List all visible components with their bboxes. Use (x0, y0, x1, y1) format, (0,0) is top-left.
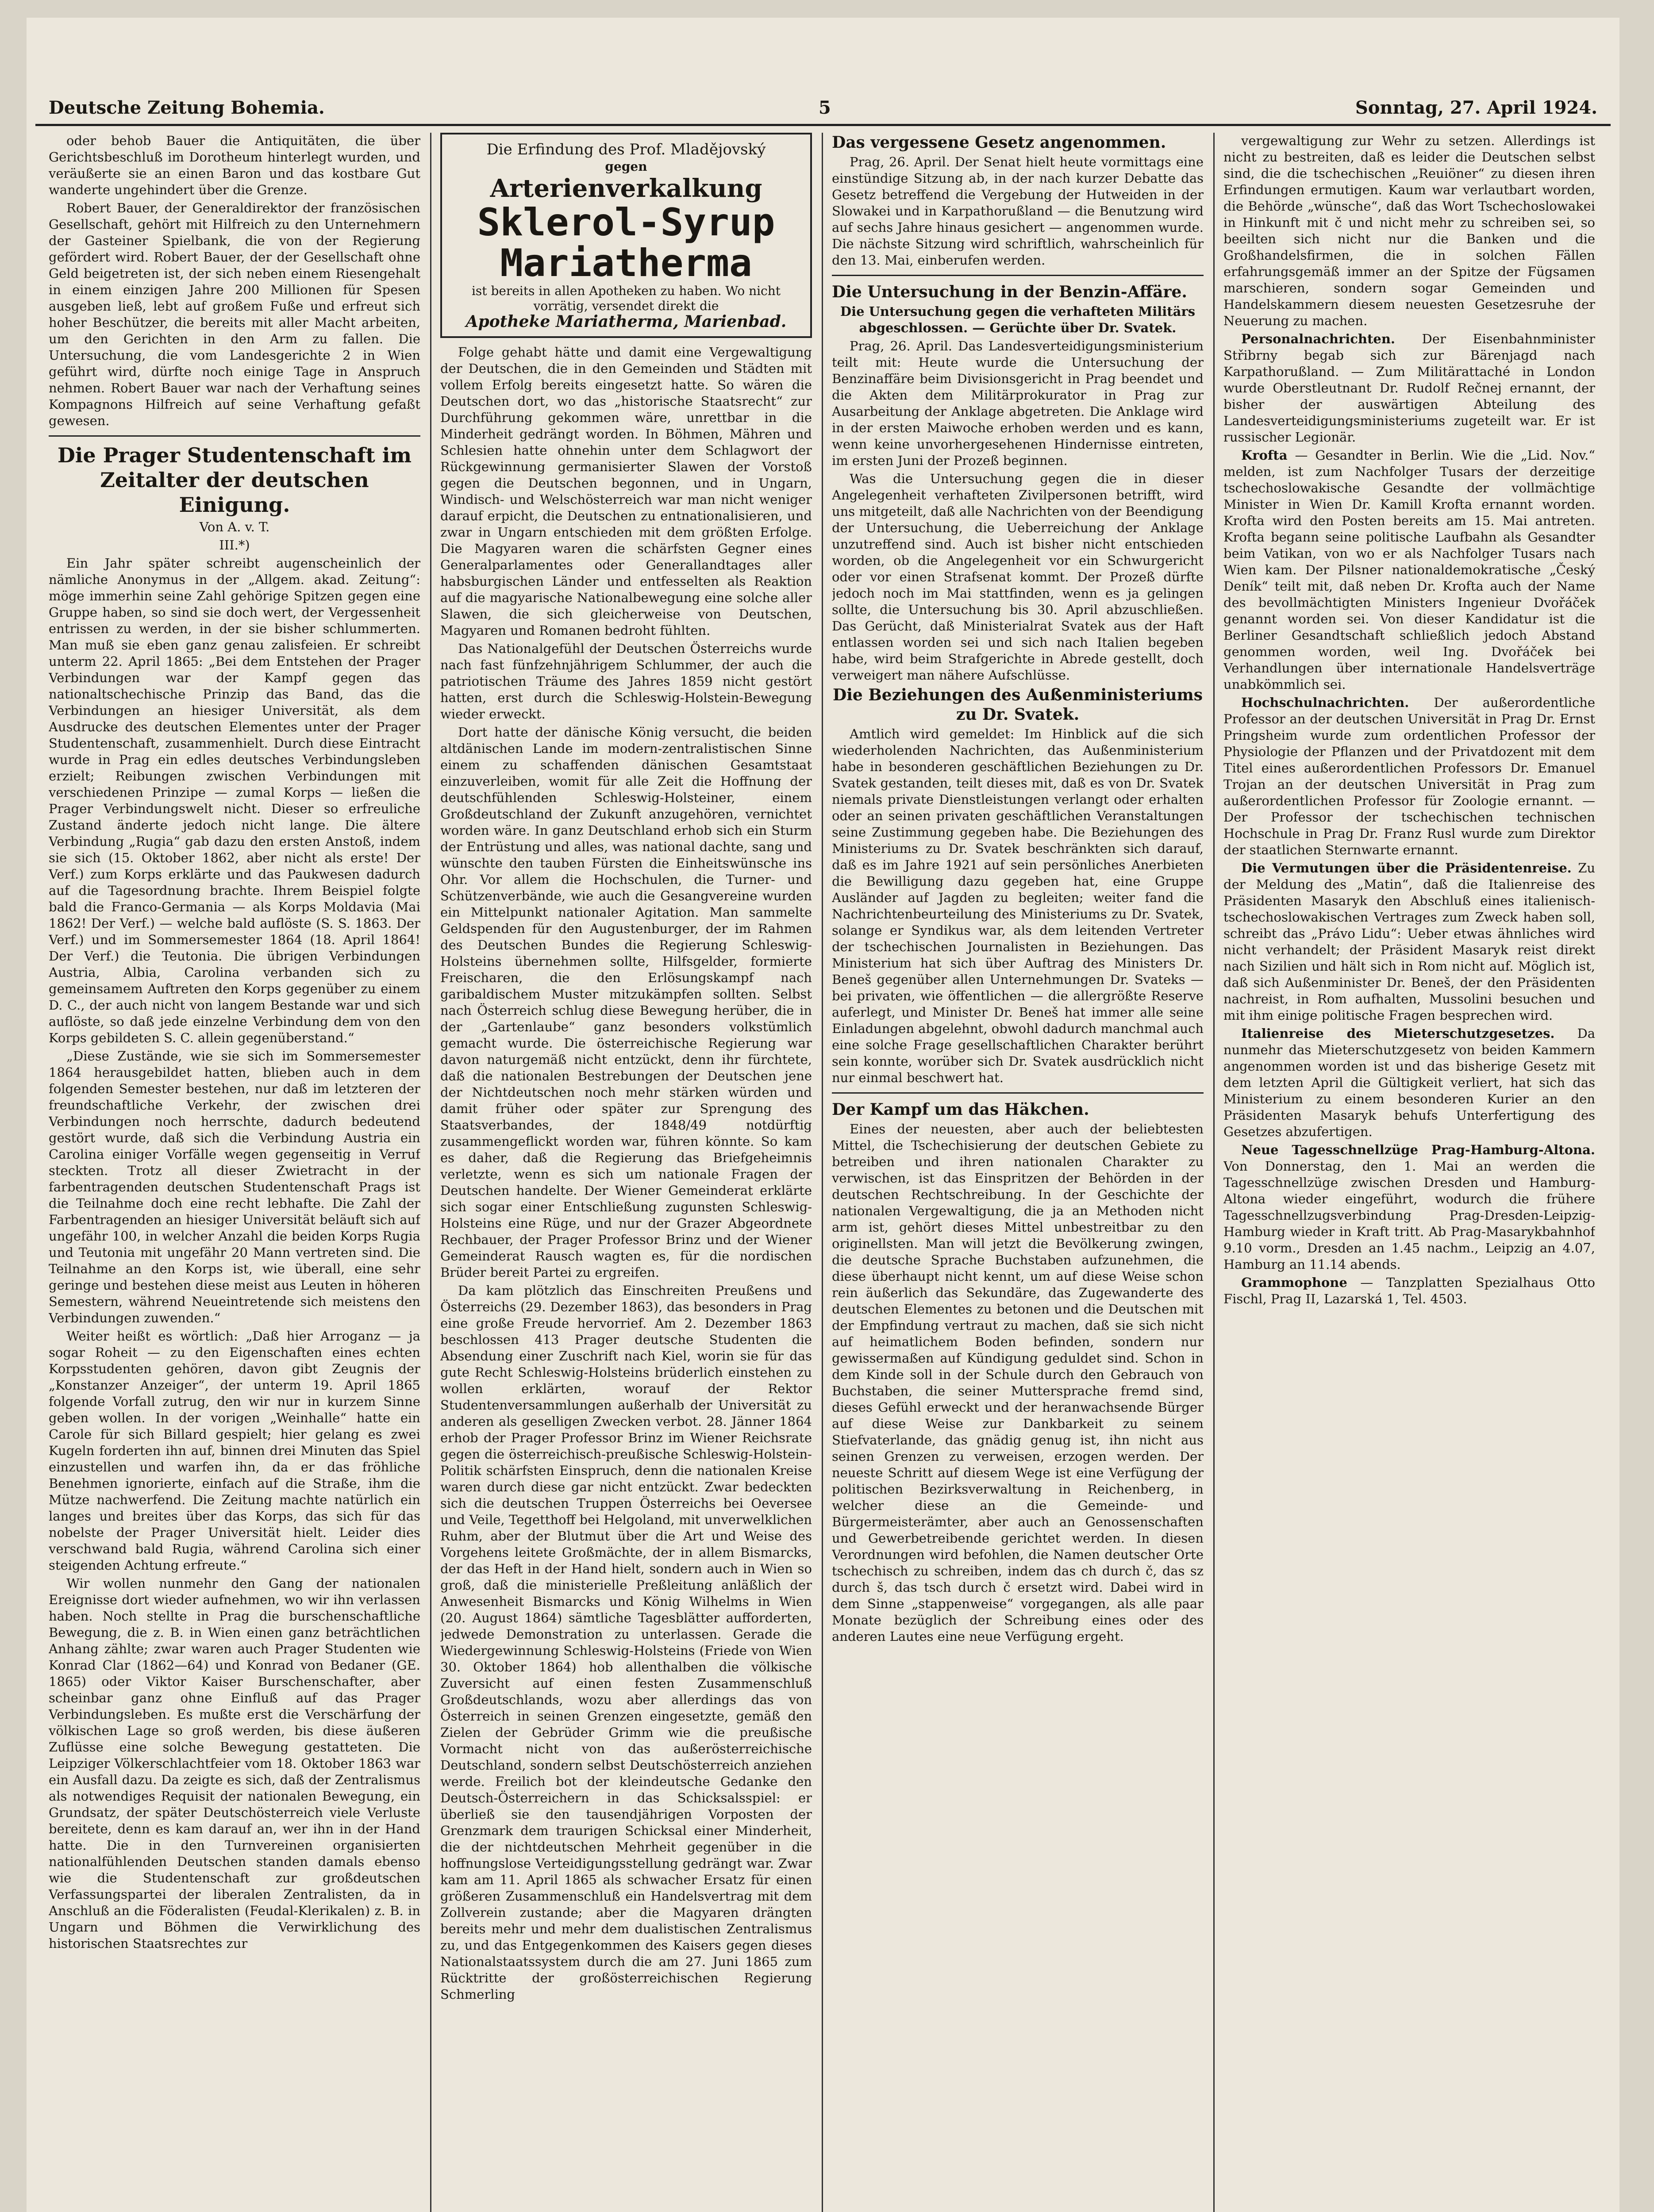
column-rule (822, 133, 823, 2212)
news-item-text: Zu der Meldung des „Matin“, daß die Italienreise des Präsidenten Masaryk den Abschluß eines italienisch-tschechoslowakischen Vertrages zum Zweck haben soll, schreibt das „Právo Lidu“: Ueber etwas ähnliches wird nicht verhandelt; der Präsident Masaryk reist direkt nach Sizilien und hält sich in Rom nicht auf. Möglich ist, daß sich Außenminister Dr. Beneš, der den Präsidenten nachreist, in Rom aufhalten, Mussolini besuchen und mit ihm einige politische Fragen besprechen wird. (1223, 860, 1595, 1023)
news-item-text: Von Donnerstag, den 1. Mai an werden die Tagesschnellzüge zwischen Dresden und Hamburg-Altona wieder eingeführt, wodurch die frühere Tagesschnellzugsverbindung Prag-Dresden-Leipzig-Hamburg wieder in Kraft tritt. Ab Prag-Masarykbahnhof 9.10 vorm., Dresden an 1.45 nachm., Leipzig an 4.07, Hamburg an 11.14 abends. (1223, 1159, 1595, 1272)
intro-paragraph: Robert Bauer, der Generaldirektor der französischen Gesellschaft, gehört mit Hilfreich zu den Unternehmern der Gasteiner Spielbank, die von der Regierung gefördert wird. Robert Bauer, der der Gesellschaft ohne Geld beigetreten ist, der sich neben einem Riesengehalt in einem einzigen Jahre 200 Millionen für Spesen ausgeben ließ, lebt auf großem Fuße und erfreut sich hoher Beschützer, die bereits mit aller Macht arbeiten, um den Gerichten in den Arm zu fallen. Die Untersuchung, die vom Landesgerichte 2 in Wien geführt wird, dürfte noch einige Tage in Anspruch nehmen. Robert Bauer war nach der Verhaftung seines Kompagnons Hilfreich auf seine Verhaftung gefaßt gewesen. (49, 200, 420, 428)
news-item-title: Grammophone (1241, 1275, 1347, 1290)
news-item (1223, 447, 1595, 693)
article-byline: Von A. v. T. (199, 519, 270, 534)
article-headline: Die Beziehungen des Außenministeriums zu Dr. Svatek. (833, 686, 1203, 724)
news-item-title: Neue Tagesschnellzüge Prag-Hamburg-Altona. (1241, 1142, 1595, 1157)
news-item-text: Der außerordentliche Professor an der deutschen Universität in Prag Dr. Ernst Pringsheim wurde zum ordentlichen Professor der Physiologie der Pflanzen und der Privatdozent mit dem Titel eines außerordentlichen Professors Dr. Emanuel Trojan an der deutschen Universität in Prag zum außerordentlichen Professor für Zoologie ernannt. — Der Professor der tschechischen technischen Hochschule in Prag Dr. Franz Rusl wurde zum Direktor der staatlichen Sternwarte ernannt. (1223, 695, 1595, 857)
divider (832, 275, 1204, 276)
article-paragraph: Was die Untersuchung gegen die in dieser Angelegenheit verhafteten Zivilpersonen betrifft, wird uns mitgeteilt, daß alle Nachrichten von der Beendigung der Untersuchung, die Ueberreichung der Anklage unzutreffend sind. Auch ist bisher nicht entschieden worden, ob die Angelegenheit vor ein Schwurgericht oder vor einen Strafsenat kommt. Der Prozeß dürfte jedoch noch im Mai stattfinden, wenn es ja gelingen sollte, die Untersuchung bis 30. April abzuschließen. Das Gerücht, daß Ministerialrat Svatek aus der Haft entlassen worden sei und sich nach Italien begeben habe, wird beim Strafgerichte in Abrede gestellt, doch verweigert man nähere Aufschlüsse. (832, 471, 1204, 683)
page-number: 5 (819, 97, 831, 118)
column-2 (440, 133, 812, 2212)
divider (832, 1092, 1204, 1094)
newspaper-name: Deutsche Zeitung Bohemia. (49, 97, 325, 118)
article-paragraph: Folge gehabt hätte und damit eine Vergewaltigung der Deutschen, die in den Gemeinden und Städten mit vollem Erfolg bereits eingesetzt hatte. So wären die Deutschen dort, wo das „historische Staatsrecht“ zur Durchführung gekommen wäre, unrettbar in die Minderheit gedrängt worden. In Böhmen, Mähren und Schlesien hatte ohnehin unter dem Schlagwort der Rückgewinnung germanisierter Slawen der Vorstoß gegen die Deutschen begonnen, und in Ungarn, Windisch- und Welschösterreich war man nicht weniger darauf erpicht, die Deutschen zu entnationalisieren, und zwar in Ungarn entschieden mit dem größten Erfolge. Die Magyaren waren die schärfsten Gegner eines Generalparlamentes oder Generallandtages aller habsburgischen Länder und entfesselten als Reaktion auf die magyarische Nationalbewegung eine solche aller Slawen, die sich gleicherweise von Deutschen, Magyaren und Romanen bedroht fühlten. (440, 345, 812, 638)
news-item-title: Italienreise des Mieterschutzgesetzes. (1241, 1026, 1555, 1041)
news-item (1223, 331, 1595, 445)
article-headline: Die Prager Studentenschaft im Zeitalter der deutschen Einigung. (57, 443, 412, 517)
news-item-text: — Gesandter in Berlin. Wie die „Lid. Nov.“ melden, ist zum Nachfolger Tusars der derzeitige tschechoslowakische Gesandte der vollmächtige Minister in Wien Dr. Kamill Krofta ernannt worden. Krofta wird den Posten bereits am 15. Mai antreten. Krofta begann seine politische Laufbahn als Gesandter beim Vatikan, von wo er als Nachfolger Tusars nach Wien kam. Der Pilsner nationaldemokratische „Český Deník“ teilt mit, daß neben Dr. Krofta auch der Name des bevollmächtigten Ministers Ingenieur Dvořáček genannt worden sei. Von dieser Kandidatur ist die Berliner Gesandtschaft schließlich jedoch Abstand genommen worden, weil Ing. Dvořáček bei Verhandlungen über internationale Handelsverträge unabkömmlich sei. (1223, 448, 1595, 692)
news-item-text: Da nunmehr das Mieterschutzgesetz von beiden Kammern angenommen worden ist und das bisherige Gesetz mit dem letzten April die Gültigkeit verliert, hat sich das Ministerium zu einem besonderen Kurier an den Präsidenten Masaryk behufs Unterfertigung des Gesetzes abzufertigen. (1223, 1026, 1595, 1139)
article-paragraph: Dort hatte der dänische König versucht, die beiden altdänischen Lande im modern-zentralistischen Sinne einem zu schaffenden dänischen Gesamtstaat einzuverleiben, womit für alle Zeit die Hoffnung der deutschfühlenden Schleswig-Holsteiner, einem Großdeutschland der Zukunft anzugehören, vernichtet worden wäre. In ganz Deutschland erhob sich ein Sturm der Entrüstung und alles, was national dachte, sang und wünschte den tauben Fürsten die Einheitswünsche ins Ohr. Vor allem die Hochschulen, die Turner- und Schützenverbände, wie auch die Gesangvereine wurden ein Mittelpunkt nationaler Agitation. Man sammelte Geldspenden für den Augustenburger, der im Rahmen des Deutschen Bundes die Regierung Schleswig-Holsteins übernehmen sollte, Hilfsgelder, formierte Freischaren, die den Erlösungskampf nach garibaldischem Muster mitzukämpfen sollten. Selbst nach Österreich schlug diese Bewegung herüber, die in der „Gartenlaube“ ganz besonders volkstümlich gemacht wurde. Die österreichische Regierung war davon naturgemäß nicht entzückt, denn ihr fürchtete, daß die nationalen Bestrebungen der Deutschen jene der Nichtdeutschen noch mehr stärken würden und damit früher oder später zur Sprengung des Staatsverbandes, der 1848/49 notdürftig zusammengeflickt worden war, führen könnte. So kam es daher, daß die Regierung das Briefgeheimnis verletzte, wenn es sich um nationale Fragen der Deutschen handelte. Der Wiener Gemeinderat erklärte sich sogar einer Entschließung zugunsten Schleswig-Holsteins eine Rüge, und nur der Grazer Abgeordnete Rechbauer, der Prager Professor Brinz und der Wiener Gemeinderat Rausch wagten es, für die nordischen Brüder bereit Partei zu ergreifen. (440, 725, 812, 1280)
article-paragraph: Prag, 26. April. Der Senat hielt heute vormittags eine einstündige Sitzung ab, in der nach kurzer Debatte das Gesetz betreffend die Vergebung der Hutweiden in der Slowakei und in Karpathorußland — die Benutzung wird auf sechs Jahre hinaus gesichert — angenommen wurde. Die nächste Sitzung wird schriftlich, wahrscheinlich für den 13. Mai, einberufen werden. (832, 154, 1204, 268)
article-paragraph: Weiter heißt es wörtlich: „Daß hier Arroganz — ja sogar Roheit — zu den Eigenschaften eines echten Korpsstudenten gehören, davon gibt Zeugnis der „Konstanzer Anzeiger“, der unterm 19. April 1865 folgende Vorfall zutrug, den wir nur in kurzem Sinne geben wollen. In der vorigen „Weinhalle“ hatte ein Carole für sich Billard gespielt; hier gelang es zwei Kugeln forderten ihn auf, binnen drei Minuten das Spiel einzustellen und warfen ihn, da er das fröhliche Benehmen ignorierte, einfach auf die Straße, ihm die Mütze nachwerfend. Die Zeitung machte natürlich ein langes und breites über das Korps, das sich für das nobelste der Prager Universität hielt. Leider dies verschwand bald Rugia, während Carolina sich einer steigenden Achtung erfreute.“ (49, 1329, 420, 1573)
ad-line: ist bereits in allen Apotheken zu haben. Wo nicht vorrätig, versendet direkt die (471, 284, 781, 313)
news-item (1223, 1025, 1595, 1140)
article-paragraph: „Diese Zustände, wie sie sich im Sommersemester 1864 herausgebildet hatten, blieben auch in dem folgenden Semester bestehen, nur daß im letzteren der freundschaftliche Verkehr, der zwischen drei Verbindungen noch herrschte, dadurch bedeutend gestört wurde, daß sich die Verbindung Austria ein Carolina einiger Vorfälle wegen gegenseitig in Verruf steckten. Trotz all dieser Zwietracht in der farbentragenden deutschen Studentenschaft Prags ist die Teilnahme doch eine recht lebhafte. Die Zahl der Farbentragenden an hiesiger Universität beläuft sich auf ungefähr 100, in welcher Anzahl die beiden Korps Rugia und Teutonia mit ungefähr 20 Mann vertreten sind. Die Teilnahme an den Korps ist, wie überall, eine sehr geringe und bestehen diese meist aus Leuten in höheren Semestern, während Neueintretende sich meistens den Verbindungen zuwenden.“ (49, 1048, 420, 1325)
news-item-title: Personalnachrichten. (1241, 331, 1395, 346)
article-headline: Das vergessene Gesetz angenommen. (832, 133, 1166, 152)
ad-line: Arterienverkalkung (490, 174, 762, 203)
news-item (1223, 1142, 1595, 1273)
ad-line: Die Erfindung des Prof. Mladějovský (486, 141, 766, 158)
article-paragraph: vergewaltigung zur Wehr zu setzen. Allerdings ist nicht zu bestreiten, daß es leider die Deutschen selbst sind, die die tschechischen „Reuiöner“ zu diesen ihren Erfindungen ermutigen. Kaum war verlautbart worden, die Behörde „wünsche“, daß das Wort Tschechoslowakei in Hinkunft mit č und nicht mehr zu schreiben sei, so beeilten sich nicht nur die Banken und die Großhandelsfirmen, die in solchen Fällen erfahrungsgemäß immer an der Spitze der Fügsamen marschieren, sondern sogar Gemeinden und Handelskammern diesem neuesten Gesetzesruhe der Neuerung zu machen. (1223, 133, 1595, 328)
column-4 (1223, 133, 1595, 2212)
page-header (35, 97, 1611, 126)
advertisement (440, 133, 812, 338)
ad-product-name: Sklerol-Syrup (477, 200, 775, 245)
issue-date: Sonntag, 27. April 1924. (1355, 97, 1597, 118)
news-item-text: — Tanzplatten Spezialhaus Otto Fischl, Prag II, Lazarská 1, Tel. 4503. (1223, 1275, 1595, 1306)
ad-line: Apotheke Mariatherma, Marienbad. (465, 312, 787, 331)
article-headline: Der Kampf um das Häkchen. (832, 1100, 1089, 1119)
news-item (1223, 860, 1595, 1024)
article-paragraph: Amtlich wird gemeldet: Im Hinblick auf die sich wiederholenden Nachrichten, das Außenministerium habe in besonderen geschäftlichen Beziehungen zu Dr. Svatek gestanden, teilt dieses mit, daß es von Dr. Svatek niemals private Dienstleistungen verlangt oder erhalten oder an seinen privaten geschäftlichen Veranstaltungen seine Zustimmung gegeben habe. Die Beziehungen des Ministeriums zu Dr. Svatek beschränkten sich darauf, daß es im Jahre 1921 auf sein persönliches Anerbieten die Bewilligung dazu gegeben hat, eine Gruppe Ausländer auf Jagden zu begleiten; weiter fand die Nachrichtenbeurteilung des Ministeriums zu Dr. Svatek, solange er Syndikus war, als dem leitenden Vertreter der tschechischen Journalisten in Beziehungen. Das Ministerium hat sich über Auftrag des Ministers Dr. Beneš gegenüber allen Unternehmungen Dr. Svateks — bei privaten, wie öffentlichen — die allergrößte Reserve auferlegt, und Minister Dr. Beneš hat immer alle seine Einladungen abgelehnt, obwohl dadurch manchmal auch eine solche Frage gesellschaftlichen Charakter berührt sein konnte, worüber sich Dr. Svatek ausdrücklich nicht nur einmal beschwert hat. (832, 726, 1204, 1085)
column-1 (49, 133, 420, 2212)
news-item-title: Krofta (1241, 448, 1288, 463)
column-rule (1213, 133, 1215, 2212)
ad-line: gegen (605, 159, 647, 174)
article-paragraph: Da kam plötzlich das Einschreiten Preußens und Österreichs (29. Dezember 1863), das besonders in Prag eine große Freude hervorrief. Am 2. Dezember 1863 beschlossen 413 Prager deutsche Studenten die Absendung einer Zuschrift nach Kiel, worin sie für das gute Recht Schleswig-Holsteins brüderlich einstehen zu wollen erklärten, worauf der Rektor Studentenversammlungen außerhalb der Universität zu anderen als geselligen Zwecken verbot. 28. Jänner 1864 erhob der Prager Professor Brinz im Wiener Reichsrate gegen die österreichisch-preußische Schleswig-Holstein-Politik schärfsten Einspruch, denn die nationalen Kreise waren durch diese gar nicht entzückt. Zwar bedeckten sich die deutschen Truppen Österreichs bei Oeversee und Veile, Tegetthoff bei Helgoland, mit unverwelklichen Ruhm, aber der Blutmut über die Art und Weise des Vorgehens leitete Großmächte, der in allem Bismarcks, der das Heft in der Hand hielt, sondern auch in Wien so groß, daß die ministerielle Preßleitung anläßlich der Anwesenheit Bismarcks und König Wilhelms in Wien (20. August 1864) sämtliche Tagesblätter aufforderten, jedwede Demonstration zu unterlassen. Gerade die Wiedergewinnung Schleswig-Holsteins (Friede von Wien 30. Oktober 1864) hob allenthalben die völkische Zuversicht auf einen festen Zusammenschluß Großdeutschlands, wozu aber allerdings das von Österreich in seinen Grenzen eingesetzte, gemäß den Zielen der Gebrüder Grimm wie die preußische Vormacht nicht von das außerösterreichische Deutschland, sondern selbst Deutschösterreich anziehen werde. Freilich bot der kleindeutsche Gedanke den Deutsch-Österreichern in das Schicksalsspiel: er überließ sie den tausendjährigen Vorposten der Grenzmark dem traurigen Schicksal einer Minderheit, die der nichtdeutschen Mehrheit gegenüber in die hoffnungslose Verteidigungsstellung gedrängt war. Zwar kam am 11. April 1865 als schwacher Ersatz für einen größeren Zusammenschluß ein Handelsvertrag mit dem Zollverein zustande; aber die Magyaren drängten bereits mehr und mehr dem dualistischen Zentralismus zu, und das Entgegenkommen des Kaisers gegen dieses Nationalstaatssystem durch die am 27. Juni 1865 zum Rücktritte der großösterreichischen Regierung Schmerling (440, 1283, 812, 2002)
article-paragraph: Prag, 26. April. Das Landesverteidigungsministerium teilt mit: Heute wurde die Untersuchung der Benzinaffäre beim Divisionsgericht in Prag beendet und die Akten dem Militärprokurator in Prag zur Ausarbeitung der Anklage abgetreten. Die Anklage wird in der ersten Maiwoche erhoben werden und es kann, wenn keine unvorhergesehenen Hindernisse eintreten, im ersten Juni der Prozeß beginnen. (832, 338, 1204, 468)
news-item (1223, 695, 1595, 858)
article-headline: Die Untersuchung in der Benzin-Affäre. (832, 283, 1187, 301)
intro-paragraph: oder behob Bauer die Antiquitäten, die über Gerichtsbeschluß im Dorotheum hinterlegt wurden, und veräußerte sie an einen Baron und das kostbare Gut wanderte ungehindert über die Grenze. (49, 133, 420, 197)
news-item-title: Die Vermutungen über die Präsidentenreise. (1241, 860, 1572, 876)
article-paragraph: Das Nationalgefühl der Deutschen Österreichs wurde nach fast fünfzehnjährigem Schlummer, der auch die patriotischen Träume des Jahres 1859 nicht gestört hatten, erst durch die Schleswig-Holstein-Bewegung wieder erweckt. (440, 641, 812, 722)
ad-product-name: Mariatherma (500, 241, 752, 285)
news-item (1223, 1275, 1595, 1307)
news-item-title: Hochschulnachrichten. (1241, 695, 1409, 710)
column-3 (832, 133, 1204, 2212)
article-paragraph: Wir wollen nunmehr den Gang der nationalen Ereignisse dort wieder aufnehmen, wo wir ihn verlassen haben. Noch stellte in Prag die burschenschaftliche Bewegung, die z. B. in Wien einen ganz beträchtlichen Anhang zählte; zwar waren auch Prager Studenten wie Konrad Clar (1862—64) und Konrad von Bedaner (GE. 1865) oder Viktor Kaiser Burschenschafter, aber scheinbar ganz ohne Einfluß auf das Prager Verbindungsleben. Es mußte erst die Verschärfung der völkischen Lage so groß werden, bis diese äußeren Zuflüsse eine solche Bewegung gestatteten. Die Leipziger Völkerschlachtfeier vom 18. Oktober 1863 war ein Ausfall dazu. Da zeigte es sich, daß der Zentralismus als notwendiges Requisit der nationalen Bewegung, ein Grundsatz, der später Deutschösterreich viele Verluste bereitete, denn es kam darauf an, wer ihn in der Hand hatte. Die in den Turnvereinen organisierten nationalfühlenden Deutschen standen damals ebenso wie die Studentenschaft zur großdeutschen Verfassungspartei der liberalen Zentralisten, da in Anschluß an die Föderalisten (Feudal-Klerikalen) z. B. in Ungarn und Böhmen die Verwirklichung des historischen Staatsrechtes zur (49, 1576, 420, 1951)
article-part: III.*) (219, 538, 250, 553)
article-subheadline: Die Untersuchung gegen die verhafteten Militärs abgeschlossen. — Gerüchte über Dr. Svatek. (840, 304, 1196, 335)
article-paragraph: Eines der neuesten, aber auch der beliebtesten Mittel, die Tschechisierung der deutschen Gebiete zu betreiben und ihren nationalen Charakter zu verwischen, ist das Einspritzen der Behörden in der deutschen Rechtschreibung. In der Geschichte der nationalen Vergewaltigung, die ja an Methoden nicht arm ist, gehört dieses Mittel unbestreitbar zu den originellsten. Man will jetzt die Bevölkerung zwingen, die deutsche Sprache Buchstaben aufzunehmen, die diese überhaupt nicht kennt, um auf diese Weise schon rein äußerlich das Sekundäre, das Zugewanderte des deutschen Elementes zu betonen und die Deutschen mit der Empfindung vertraut zu machen, daß sie sich nicht auf heimatlichem Boden befinden, sondern nur gewissermaßen auf Kündigung geduldet sind. Schon in dem Kinde soll in der Schule durch den Gebrauch von Buchstaben, die seiner Muttersprache fremd sind, dieses Gefühl erweckt und der heranwachsende Bürger auf diese Weise zur Dankbarkeit zu seinem Stiefvaterlande, das gnädig genug ist, ihn nicht aus seinen Grenzen zu verweisen, erzogen werden. Der neueste Schritt auf diesem Wege ist eine Verfügung der politischen Bezirksverwaltung in Reichenberg, in welcher diese an die Gemeinde- und Bürgermeisterämter, aber auch an Genossenschaften und Gewerbetreibende gerichtet werden. In diesen Verordnungen wird befohlen, die Namen deutscher Orte tschechisch zu schreiben, indem das ch durch č, das sz durch š, das tsch durch č ersetzt wird. Dabei wird in dem Sinne „stappenweise“ vorgegangen, als alle paar Monate bezüglich der Schreibung eines oder des anderen Lautes eine neue Verfügung ergeht. (832, 1121, 1204, 1644)
divider (49, 435, 420, 437)
article-paragraph: Ein Jahr später schreibt augenscheinlich der nämliche Anonymus in der „Allgem. akad. Zeitung“: möge immerhin seine Zahl gehörige Spitzen gegen eine Gruppe haben, so sind sie doch wert, der Vergessenheit entrissen zu werden, in der sie bisher schlummerten. Man muß sie eben ganz genau zalisfeien. Er schreibt unterm 22. April 1865: „Bei dem Entstehen der Prager Verbindungen war der Kampf gegen das nationaltschechische Prinzip das Band, das die Verbindungen an hiesiger Universität, als dem Ausdrucke des deutschen Elementes unter der Prager Studentenschaft, zusammenhielt. Durch diese Eintracht wurde in Prag ein edles deutsches Verbindungsleben erzielt; Reibungen zwischen Verbindungen mit verschiedenen Prinzipe — zumal Korps — ließen die Prager Verbindungswelt nicht. Dieser so erfreuliche Zustand änderte jedoch nicht lange. Die ältere Verbindung „Rugia“ gab dazu den ersten Anstoß, indem sie sich (15. Oktober 1862, aber nicht als erste! Der Verf.) zum Korps erklärte und das Paukwesen dadurch auf die Tagesordnung brachte. Ihrem Beispiel folgte bald die Franco-Germania — als Korps Moldavia (Mai 1862! Der Verf.) — welche bald auflöste (S. S. 1863. Der Verf.) und im Sommersemester 1864 (18. April 1864! Der Verf.) die Teutonia. Die übrigen Verbindungen Austria, Albia, Carolina verbanden sich zu gemeinsamem Auftreten den Korps gegenüber zu einem D. C., der auch nicht von langem Bestande war und sich auflöste, so daß jede einzelne Verbindung dem von den Korps gebildeten S. C. allein gegenüberstand.“ (49, 556, 420, 1045)
column-rule (430, 133, 431, 2212)
news-item-text: Der Eisenbahnminister Střibrny begab sich zur Bärenjagd nach Karpathorußland. — Zum Militärattaché in London wurde Oberstleutnant Dr. Rudolf Rečnej ernannt, der bisher der auswärtigen Abteilung des Landesverteidigungsministeriums zugeteilt war. Er ist russischer Legionär. (1223, 331, 1595, 445)
